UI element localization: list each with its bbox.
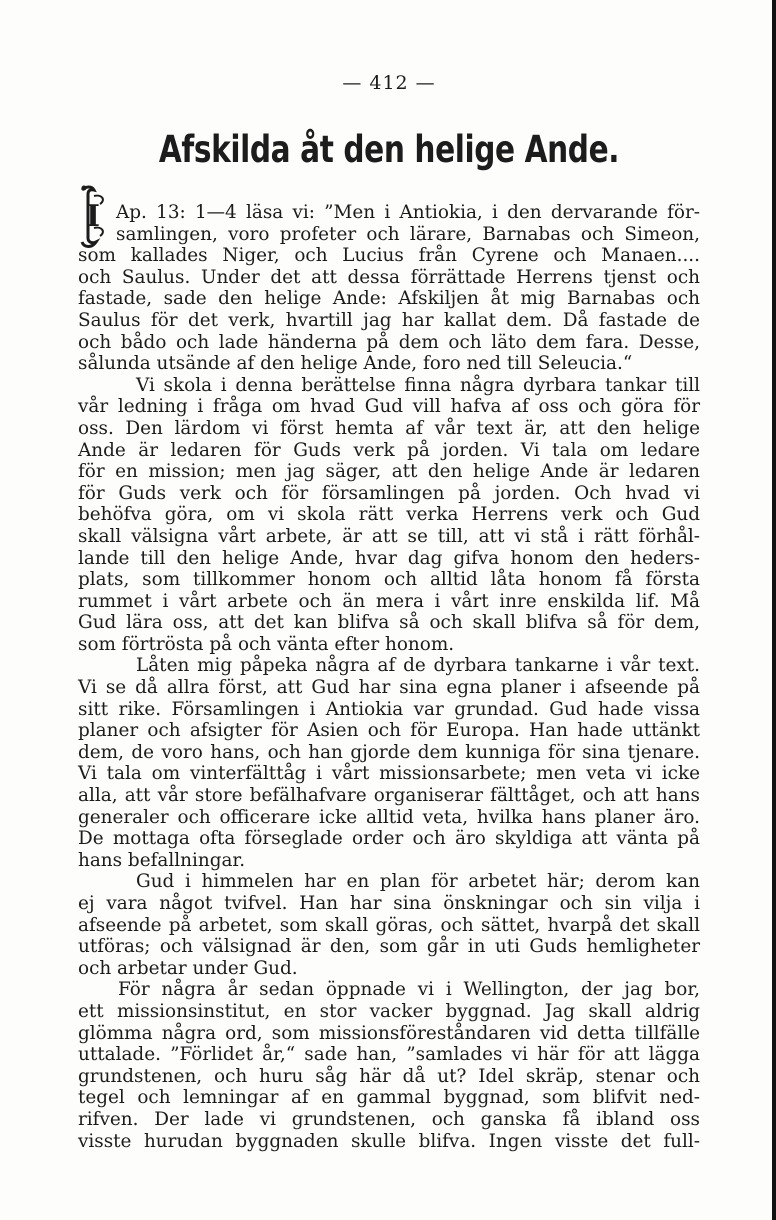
text-line: samlingen, voro profeter och lärare, Barnabas och Simeon,	[116, 223, 700, 245]
paragraph	[78, 979, 700, 1152]
text-line: afseende på arbetet, som skall göras, och sättet, hvarpå det skall	[78, 914, 700, 936]
text-line: hans befallningar.	[78, 849, 246, 871]
paragraph	[78, 655, 700, 871]
text-line: och bådo och lade händerna på dem och läto dem fara. Desse,	[78, 331, 700, 353]
text-line: planer och afsigter för Asien och för Europa. Han hade uttänkt	[78, 720, 700, 742]
text-line: För några år sedan öppnade vi i Wellington, der jag bor,	[118, 979, 700, 1001]
text-line: uttalade. ”Förlidet år,“ sade han, ”samlades vi här för att lägga	[78, 1044, 700, 1066]
text-line: för Guds verk och för församlingen på jorden. Och hvad vi	[78, 482, 700, 504]
text-line: Låten mig påpeka några af de dyrbara tankarne i vår text.	[136, 655, 700, 677]
text-line: rifven. Der lade vi grundstenen, och ganska få ibland oss	[78, 1108, 700, 1130]
text-line: Ande är ledaren för Guds verk på jorden. Vi tala om ledare	[78, 439, 700, 461]
text-line: rummet i vårt arbete och än mera i vårt inre enskilda lif. Må	[78, 590, 700, 612]
text-line: plats, som tillkommer honom och alltid låta honom få första	[78, 569, 700, 591]
text-line: Vi tala om vinterfälttåg i vårt missionsarbete; men veta vi icke	[78, 763, 700, 785]
drop-cap-ornament	[76, 184, 110, 250]
chapter-title: Afskilda åt den helige Ande.	[158, 128, 620, 171]
text-line: skall välsigna vårt arbete, är att se till, att vi stå i rätt förhål-	[78, 525, 700, 547]
text-line: Gud lära oss, att det kan blifva så och skall blifva så för dem,	[78, 612, 700, 634]
text-line: och arbetar under Gud.	[78, 957, 298, 979]
text-line: De mottaga ofta förseglade order och äro skyldiga att vänta på	[78, 828, 700, 850]
text-line: sålunda utsände af den helige Ande, foro ned till Seleucia.“	[78, 353, 633, 375]
text-line: vår ledning i fråga om hvad Gud vill hafva af oss och göra för	[78, 396, 700, 418]
text-line: och Saulus. Under det att dessa förrättade Herrens tjenst och	[78, 266, 700, 288]
paragraph	[78, 871, 700, 979]
text-line: behöfva göra, om vi skola rätt verka Herrens verk och Gud	[78, 504, 700, 526]
drop-cap-letter: I	[86, 199, 101, 234]
text-line: oss. Den lärdom vi först hemta af vår text är, att den helige	[78, 417, 700, 439]
page-edge	[772, 0, 776, 1220]
text-line: grundstenen, och huru såg här då ut? Idel skräp, stenar och	[78, 1065, 700, 1087]
text-line: för en mission; men jag säger, att den helige Ande är ledaren	[78, 461, 700, 483]
text-line: glömma några ord, som missionsföreståndaren vid detta tillfälle	[78, 1022, 700, 1044]
text-line: Ap. 13: 1—4 läsa vi: ”Men i Antiokia, i den dervarande för-	[116, 202, 700, 223]
text-line: visste hurudan byggnaden skulle blifva. Ingen visste det full-	[78, 1130, 700, 1152]
text-line: Vi se då allra först, att Gud har sina egna planer i afseende på	[78, 677, 700, 699]
body-text	[78, 199, 700, 1152]
text-line: Gud i himmelen har en plan för arbetet här; derom kan	[136, 871, 700, 893]
text-line: lande till den helige Ande, hvar dag gifva honom den heders-	[78, 547, 700, 569]
paragraph	[78, 375, 700, 656]
text-line: dem, de voro hans, och han gjorde dem kunniga för sina tjenare.	[78, 741, 700, 763]
text-line: tegel och lemningar af en gammal byggnad, som blifvit ned-	[78, 1087, 700, 1109]
text-line: sitt rike. Församlingen i Antiokia var grundad. Gud hade vissa	[78, 698, 700, 720]
page-number: — 412 —	[342, 72, 436, 94]
text-line: alla, att vår store befälhafvare organiserar fälttåget, och att hans	[78, 785, 700, 807]
text-line: som kallades Niger, och Lucius från Cyrene och Manaen....	[78, 245, 700, 267]
text-line: Saulus för det verk, hvartill jag har kallat dem. Då fastade de	[78, 309, 700, 331]
text-line: som förtrösta på och vänta efter honom.	[78, 633, 455, 655]
text-line: generaler och officerare icke alltid veta, hvilka hans planer äro.	[78, 806, 700, 828]
text-line: ej vara något tvifvel. Han har sina önskningar och sin vilja i	[78, 893, 700, 914]
text-line: ett missionsinstitut, en stor vacker byggnad. Jag skall aldrig	[78, 1000, 700, 1022]
text-line: fastade, sade den helige Ande: Afskiljen åt mig Barnabas och	[78, 288, 700, 310]
paragraph	[78, 199, 700, 375]
text-line: utföras; och välsignad är den, som går in uti Guds hemligheter	[78, 936, 700, 958]
text-line: Vi skola i denna berättelse finna några dyrbara tankar till	[136, 374, 700, 396]
